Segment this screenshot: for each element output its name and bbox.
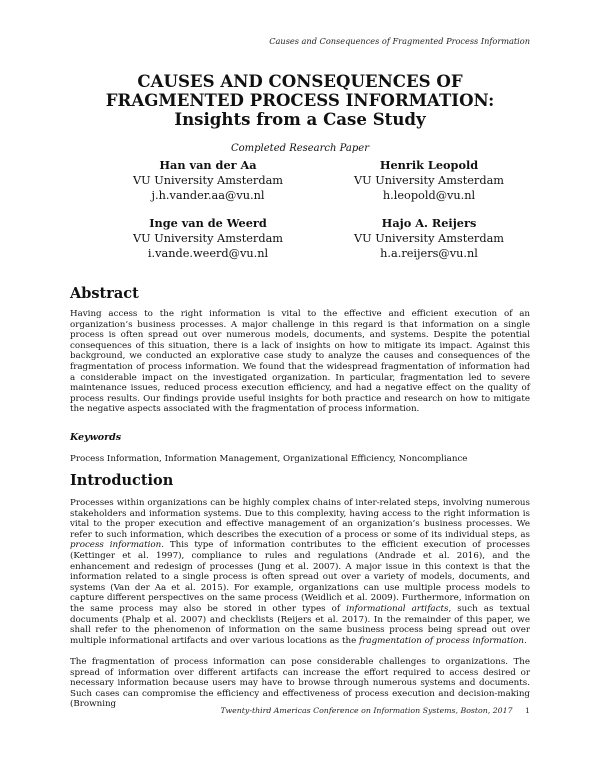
author-affiliation: VU University Amsterdam — [132, 174, 284, 187]
author-block — [93, 158, 323, 203]
author-name: Hajo A. Reijers — [381, 216, 477, 230]
author-block — [314, 216, 544, 261]
author-name: Henrik Leopold — [379, 158, 479, 172]
author-block — [93, 216, 323, 261]
paper-title — [70, 72, 530, 129]
emphasis-text: informational artifacts — [346, 603, 449, 614]
author-affiliation: VU University Amsterdam — [353, 174, 505, 187]
conference-name: Twenty-third Americas Conference on Information Systems, Boston, 2017 — [220, 706, 513, 715]
author-name: Han van der Aa — [159, 158, 257, 172]
author-email: i.vande.weerd@vu.nl — [147, 247, 269, 260]
emphasis-text: process information — [70, 540, 162, 551]
abstract-text: Having access to the right information is vital to the effective and efficient execution of an organization’s business processes. A major challenge in this regard is that information on a single process is often spread out over numerous models, documents, and systems. Despite the potential consequences of this situation, there is a lack of insights on how to mitigate its impact. Against this background, we conducted an explorative case study to analyze the causes and consequences of the fragmentation of process information. We found that the widespread fragmentation of information had a considerable impact on the investigated organization. In particular, fragmentation led to severe maintenance issues, reduced process execution efficiency, and had a negative effect on the quality of process results. Our findings provide useful insights for both practice and research on how to mitigate the negative aspects associated with the fragmentation of process information. — [70, 309, 530, 415]
paper-type: Completed Research Paper — [231, 143, 369, 154]
title-line: FRAGMENTED PROCESS INFORMATION: — [105, 90, 495, 110]
introduction-paragraph — [70, 498, 530, 646]
page-number: 1 — [525, 706, 530, 715]
author-block — [314, 158, 544, 203]
text-run: Processes within organizations can be highly complex chains of inter-related steps, involving numerous stakeholders and information systems. Due to this complexity, having access to the right information is vital to the proper execution and effective management of an organization’s business processes. We refer to such information, which describes the execution of a process or some of its individual steps, as — [70, 498, 530, 540]
text-run: . This type of information contributes to the efficient execution of processes (Kettinger et al. 1997), compliance to rules and regulations (Andrade et al. 2016), and the enhancement and redesign of processes (Jung et al. 2007). A major issue in this context is that the information related to a single process is often spread out over a variety of models, documents, and systems (Van der Aa et al. 2015). For example, organizations can use multiple process models to capture different perspectives on the same process (Weidlich et al. 2009). Furthermore, information on the same process may also be stored in other types of — [70, 540, 530, 614]
text-run: . — [523, 635, 527, 646]
abstract-heading: Abstract — [70, 285, 139, 302]
text-run: , such as textual documents (Phalp et al. 2007) and checklists (Reijers et al. 2017). In the remainder of this paper, we shall refer to the phenomenon of information on the same business process being spread out over multiple informational artifacts and over various locations as the — [70, 603, 531, 646]
introduction-paragraph: The fragmentation of process information can pose considerable challenges to organizations. The spread of information over different artifacts can increase the effort required to access desired or necessary information because users may have to browse through numerous systems and documents. Such cases can compromise the efficiency and effectiveness of process execution and decision-making (Browning — [70, 657, 530, 710]
title-line: CAUSES AND CONSEQUENCES OF — [137, 71, 463, 91]
introduction-heading: Introduction — [70, 472, 174, 489]
page-footer — [221, 706, 530, 715]
running-head: Causes and Consequences of Fragmented Process Information — [269, 36, 530, 46]
emphasis-text: fragmentation of process information — [359, 635, 524, 646]
author-email: h.a.reijers@vu.nl — [380, 247, 478, 260]
author-email: h.leopold@vu.nl — [382, 189, 476, 202]
author-affiliation: VU University Amsterdam — [353, 232, 505, 245]
author-email: j.h.vander.aa@vu.nl — [151, 189, 265, 202]
keywords-heading: Keywords — [70, 432, 122, 443]
author-affiliation: VU University Amsterdam — [132, 232, 284, 245]
author-name: Inge van de Weerd — [149, 216, 267, 230]
title-line: Insights from a Case Study — [174, 109, 426, 129]
keywords-text: Process Information, Information Management, Organizational Efficiency, Noncompliance — [70, 454, 468, 464]
